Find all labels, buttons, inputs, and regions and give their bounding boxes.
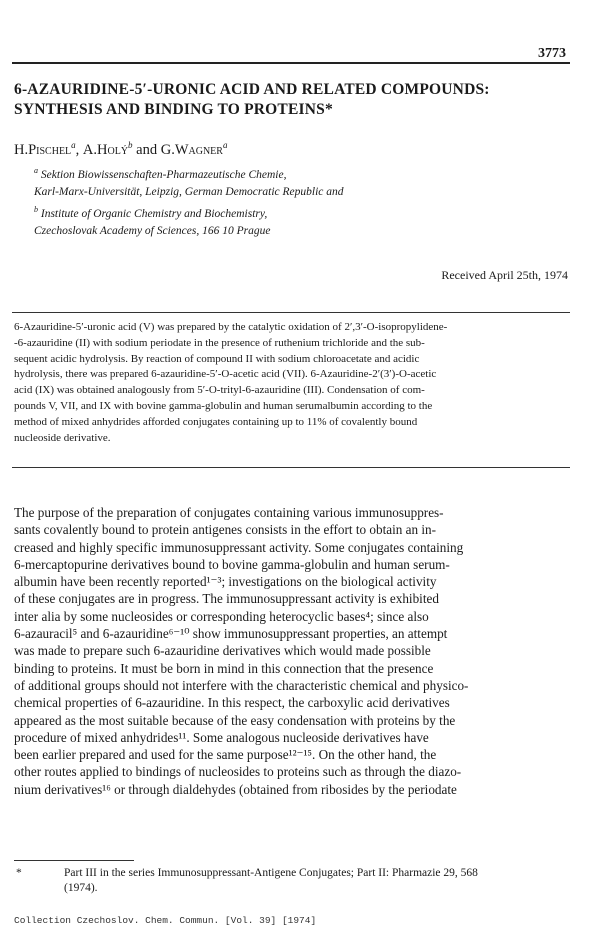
body-line: of these conjugates are in progress. The immunosuppressant activity is exhibited — [14, 591, 439, 607]
header-rule — [12, 62, 570, 64]
abstract-bottom-rule — [12, 467, 570, 468]
abstract-line: -6-azauridine (II) with sodium periodate in the presence of ruthenium trichloride and the sub- — [14, 336, 425, 349]
abstract-line: sequent acidic hydrolysis. By reaction of compound II with sodium chloroacetate and acidic — [14, 352, 420, 365]
body-line: nium derivatives¹⁶ or through dialdehydes (obtained from ribosides by the periodate — [14, 781, 457, 797]
author-separator: , — [75, 141, 83, 158]
affiliation-line: Czechoslovak Academy of Sciences, 166 10 Prague — [34, 224, 271, 237]
author-separator: and — [132, 141, 161, 158]
body-line: procedure of mixed anhydrides¹¹. Some analogous nucleoside derivatives have — [14, 729, 429, 745]
abstract — [14, 320, 570, 446]
author-name: G.Wagner — [160, 141, 223, 158]
affiliation-mark: a — [71, 140, 76, 150]
body-line: 6-mercaptopurine derivatives bound to bovine gamma-globulin and human serum- — [14, 556, 450, 572]
body-line: was made to prepare such 6-azauridine derivatives which would made possible — [14, 643, 431, 659]
body-line: 6-azauracil⁵ and 6-azauridine⁶⁻¹⁰ show immunosuppressant properties, an attempt — [14, 626, 448, 642]
body-line: binding to proteins. It must be born in mind in this connection that the presence — [14, 660, 434, 676]
abstract-line: 6-Azauridine-5′-uronic acid (V) was prepared by the catalytic oxidation of 2′,3′-O-isopropylidene- — [14, 321, 448, 333]
received-date: Received April 25th, 1974 — [441, 268, 568, 282]
body-line: appeared as the most suitable because of the easy condensation with proteins by the — [14, 712, 456, 728]
abstract-line: hydrolysis, there was prepared 6-azauridine-5′-O-acetic acid (VII). 6-Azauridine-2′(3′)-O-acetic — [14, 368, 437, 381]
page-number: 3773 — [538, 46, 566, 61]
abstract-line: pounds V, VII, and IX with bovine gamma-globulin and human serumalbumin according to the — [14, 399, 433, 412]
affiliation-text: Institute of Organic Chemistry and Biochemistry, — [38, 207, 268, 220]
body-paragraph — [14, 504, 572, 798]
affiliation-line: Karl-Marx-Universität, Leipzig, German Democratic Republic and — [34, 185, 344, 198]
journal-citation: Collection Czechoslov. Chem. Commun. [Vol. 39] [1974] — [14, 915, 317, 926]
footnote — [14, 866, 478, 896]
body-line: been earlier prepared and used for the same purpose¹²⁻¹⁵. On the other hand, the — [14, 747, 437, 763]
affiliations — [34, 162, 344, 240]
author-name: A.Holý — [82, 141, 129, 158]
affiliation-line — [34, 162, 344, 184]
footnote-marker: * — [16, 867, 22, 879]
body-line: albumin have been recently reported¹⁻³; investigations on the biological activity — [14, 574, 437, 590]
affiliation-mark: b — [34, 204, 38, 214]
abstract-line: method of mixed anhydrides afforded conjugates containing up to 11% of covalently bound — [14, 415, 418, 428]
footnote-line: (1974). — [64, 882, 98, 894]
article-title — [14, 80, 570, 120]
abstract-line: nucleoside derivative. — [14, 431, 111, 444]
body-line: of additional groups should not interfere with the characteristic chemical and physico- — [14, 677, 469, 693]
footnote-line: Part III in the series Immunosuppressant-Antigene Conjugates; Part II: Pharmazie 29, 568 — [64, 867, 478, 879]
body-line: inter alia by some nucleosides or corresponding heterocyclic bases⁴; since also — [14, 608, 429, 624]
author-list — [14, 140, 227, 159]
affiliation-mark: a — [34, 166, 38, 175]
affiliation-mark: b — [128, 140, 133, 150]
affiliation-mark: a — [222, 140, 228, 150]
body-line: creased and highly specific immunosuppressant activity. Some conjugates containing — [14, 539, 464, 555]
abstract-line: acid (IX) was obtained analogously from 5′-O-trityl-6-azauridine (III). Condensation of com- — [14, 384, 425, 397]
body-line: chemical properties of 6-azauridine. In this respect, the carboxylic acid derivatives — [14, 695, 450, 711]
abstract-top-rule — [12, 312, 570, 313]
title-line: 6-AZAURIDINE-5′-URONIC ACID AND RELATED COMPOUNDS: — [14, 81, 490, 98]
body-line: sants covalently bound to protein antigenes consists in the effort to obtain an in- — [14, 522, 437, 538]
body-line: The purpose of the preparation of conjugates containing various immunosuppres- — [14, 505, 444, 520]
body-line: other routes applied to bindings of nucleosides to proteins such as through the diazo- — [14, 764, 462, 780]
title-line: SYNTHESIS AND BINDING TO PROTEINS* — [14, 101, 333, 118]
affiliation-text: Sektion Biowissenschaften-Pharmazeutische Chemie, — [38, 168, 287, 181]
author-name: H.Pischel — [14, 141, 72, 158]
footnote-rule — [14, 860, 134, 861]
affiliation-line — [34, 201, 344, 223]
